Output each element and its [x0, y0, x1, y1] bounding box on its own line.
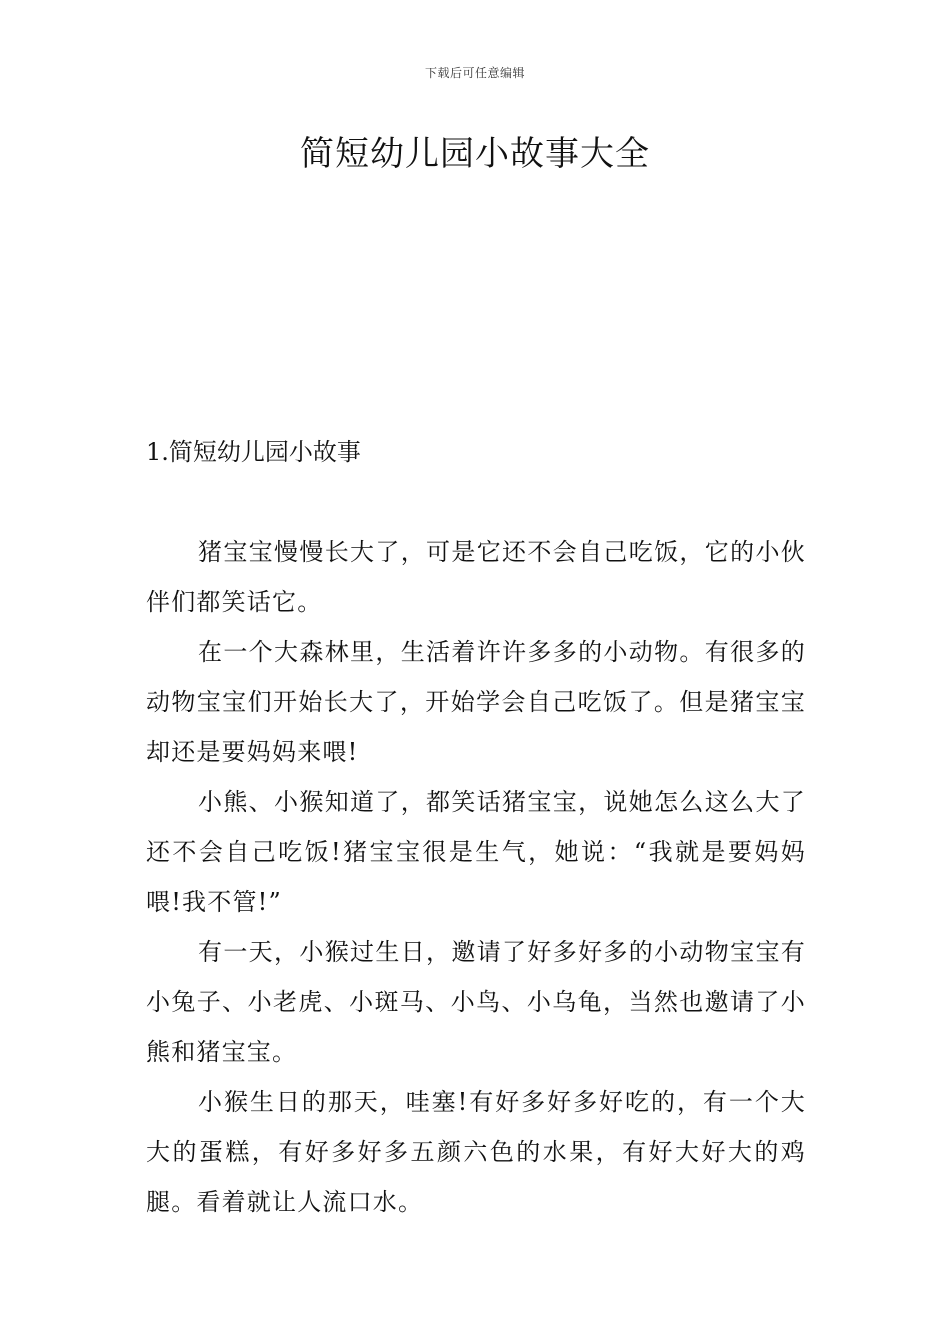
story-paragraph: 在一个大森林里，生活着许许多多的小动物。有很多的动物宝宝们开始长大了，开始学会自己吃饭了。但是猪宝宝却还是要妈妈来喂! — [146, 638, 806, 766]
story-body — [146, 527, 806, 1227]
header-note: 下载后可任意编辑 — [424, 66, 525, 80]
story-paragraph: 有一天，小猴过生日，邀请了好多好多的小动物宝宝有小兔子、小老虎、小斑马、小鸟、小乌龟，当然也邀请了小熊和猪宝宝。 — [146, 938, 806, 1066]
document-title: 简短幼儿园小故事大全 — [300, 134, 650, 174]
story-paragraph: 猪宝宝慢慢长大了，可是它还不会自己吃饭，它的小伙伴们都笑话它。 — [146, 538, 806, 616]
story-paragraph: 小熊、小猴知道了，都笑话猪宝宝，说她怎么这么大了还不会自己吃饭!猪宝宝很是生气，她说：“我就是要妈妈喂!我不管!” — [146, 788, 806, 916]
story-paragraph: 小猴生日的那天，哇塞!有好多好多好吃的，有一个大大的蛋糕，有好多好多五颜六色的水果，有好大好大的鸡腿。看着就让人流口水。 — [146, 1088, 806, 1216]
section-heading: 1.简短幼儿园小故事 — [146, 438, 361, 466]
